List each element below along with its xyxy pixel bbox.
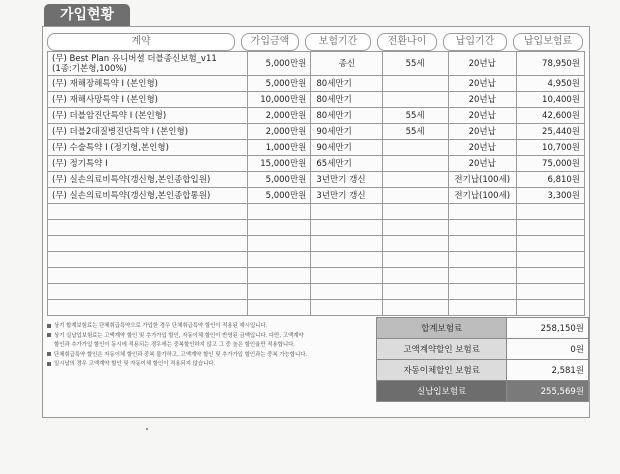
summary-total-label: 실납입보험료: [377, 381, 507, 402]
period-cell: 3년만기 갱신: [311, 188, 382, 204]
premium-cell: 78,950원: [516, 52, 584, 76]
table-row: [48, 92, 585, 108]
summary-total-value: 255,569원: [507, 381, 589, 402]
empty-row: [48, 284, 585, 300]
conv-age-cell: 55세: [382, 108, 448, 124]
pay-period-cell: 20년납: [448, 92, 516, 108]
footnote: 단체취급특약 할인은 자동이체 할인과 중복 불가하고, 고액계약 할인 및 추가가입 할인과는 중복 가능합니다.: [47, 351, 372, 361]
conv-age-cell: [382, 156, 448, 172]
header-contract: 계약: [47, 33, 235, 51]
amount-cell: 1,000만원: [248, 140, 311, 156]
period-cell: 80세만기: [311, 76, 382, 92]
header-period: 보험기간: [305, 33, 371, 51]
period-cell: 90세만기: [311, 140, 382, 156]
contract-cell: (무) 실손의료비특약(갱신형,본인종합통원): [48, 188, 248, 204]
footnote: 상기 실납입보험료는 고액계약 할인 및 추가가입 할인, 자동이체 할인이 반영된 금액입니다. 다만, 고액계약: [47, 332, 372, 342]
contract-cell: (무) Best Plan 유니버셜 더블종신보험_v11 (1종:기본형,100%): [48, 52, 248, 76]
pay-period-cell: 20년납: [448, 76, 516, 92]
empty-row: [48, 204, 585, 220]
conv-age-cell: 55세: [382, 52, 448, 76]
summary-row: [377, 318, 589, 339]
premium-cell: 42,600원: [516, 108, 584, 124]
empty-row: [48, 300, 585, 316]
scan-speck: [146, 428, 148, 430]
period-cell: 3년만기 갱신: [311, 172, 382, 188]
summary-value: 0원: [507, 339, 589, 360]
table-row: [48, 156, 585, 172]
amount-cell: 15,000만원: [248, 156, 311, 172]
bullet-icon: [47, 333, 51, 337]
contract-cell: (무) 수술특약 I (정기형,본인형): [48, 140, 248, 156]
section-title: 가입현황: [44, 4, 130, 26]
summary-label: 자동이체할인 보험료: [377, 360, 507, 381]
conv-age-cell: 55세: [382, 124, 448, 140]
bullet-icon: [47, 352, 51, 356]
pay-period-cell: 20년납: [448, 156, 516, 172]
contract-cell: (무) 정기특약 I: [48, 156, 248, 172]
premium-cell: 75,000원: [516, 156, 584, 172]
period-cell: 종신: [311, 52, 382, 76]
amount-cell: 10,000만원: [248, 92, 311, 108]
footnote: 할인과 추가가입 할인이 동시에 적용되는 경우에는 중복할인하지 않고 그 중 높은 할인율만 적용합니다.: [54, 342, 295, 348]
period-cell: 65세만기: [311, 156, 382, 172]
footnote: 상기 합계보험료는 단체취급특약으로 가입한 경우 단체취급특약 할인이 적용된 예시입니다.: [47, 322, 372, 332]
premium-cell: 10,700원: [516, 140, 584, 156]
bullet-icon: [47, 362, 51, 366]
period-cell: 80세만기: [311, 92, 382, 108]
contract-cell: (무) 재해장해특약 I (본인형): [48, 76, 248, 92]
empty-row: [48, 268, 585, 284]
table-row: [48, 108, 585, 124]
footnotes: [47, 322, 372, 370]
contract-table: [47, 51, 585, 316]
conv-age-cell: [382, 140, 448, 156]
table-row: [48, 140, 585, 156]
table-row: [48, 188, 585, 204]
summary-label: 합계보험료: [377, 318, 507, 339]
footnote: 일시납의 경우 고액계약 할인 및 자동이체 할인이 적용되지 않습니다.: [47, 360, 372, 370]
pay-period-cell: 전기납(100세): [448, 188, 516, 204]
conv-age-cell: [382, 172, 448, 188]
summary-value: 2,581원: [507, 360, 589, 381]
contract-cell: (무) 더블암진단특약 I (본인형): [48, 108, 248, 124]
summary-label: 고액계약할인 보험료: [377, 339, 507, 360]
premium-cell: 25,440원: [516, 124, 584, 140]
bullet-icon: [47, 324, 51, 328]
table-row: [48, 76, 585, 92]
empty-row: [48, 236, 585, 252]
pay-period-cell: 20년납: [448, 52, 516, 76]
amount-cell: 5,000만원: [248, 52, 311, 76]
amount-cell: 2,000만원: [248, 124, 311, 140]
period-cell: 90세만기: [311, 124, 382, 140]
pay-period-cell: 전기납(100세): [448, 172, 516, 188]
conv-age-cell: [382, 188, 448, 204]
pay-period-cell: 20년납: [448, 140, 516, 156]
header-amount: 가입금액: [241, 33, 299, 51]
summary-row: [377, 360, 589, 381]
pay-period-cell: 20년납: [448, 124, 516, 140]
premium-summary-table: [376, 317, 589, 402]
premium-cell: 10,400원: [516, 92, 584, 108]
amount-cell: 2,000만원: [248, 108, 311, 124]
conv-age-cell: [382, 92, 448, 108]
pay-period-cell: 20년납: [448, 108, 516, 124]
table-row: [48, 52, 585, 76]
summary-total-row: [377, 381, 589, 402]
header-pay-period: 납입기간: [443, 33, 507, 51]
amount-cell: 5,000만원: [248, 188, 311, 204]
amount-cell: 5,000만원: [248, 76, 311, 92]
table-row: [48, 124, 585, 140]
subscription-status-panel: [42, 26, 590, 418]
contract-cell: (무) 더블2대질병진단특약 I (본인형): [48, 124, 248, 140]
empty-row: [48, 220, 585, 236]
empty-row: [48, 252, 585, 268]
conv-age-cell: [382, 76, 448, 92]
header-premium: 납입보험료: [513, 33, 583, 51]
premium-cell: 4,950원: [516, 76, 584, 92]
header-conv-age: 전환나이: [377, 33, 437, 51]
contract-cell: (무) 실손의료비특약(갱신형,본인종합입원): [48, 172, 248, 188]
amount-cell: 5,000만원: [248, 172, 311, 188]
table-row: [48, 172, 585, 188]
summary-value: 258,150원: [507, 318, 589, 339]
premium-cell: 3,300원: [516, 188, 584, 204]
contract-cell: (무) 재해사망특약 I (본인형): [48, 92, 248, 108]
period-cell: 80세만기: [311, 108, 382, 124]
summary-row: [377, 339, 589, 360]
premium-cell: 6,810원: [516, 172, 584, 188]
